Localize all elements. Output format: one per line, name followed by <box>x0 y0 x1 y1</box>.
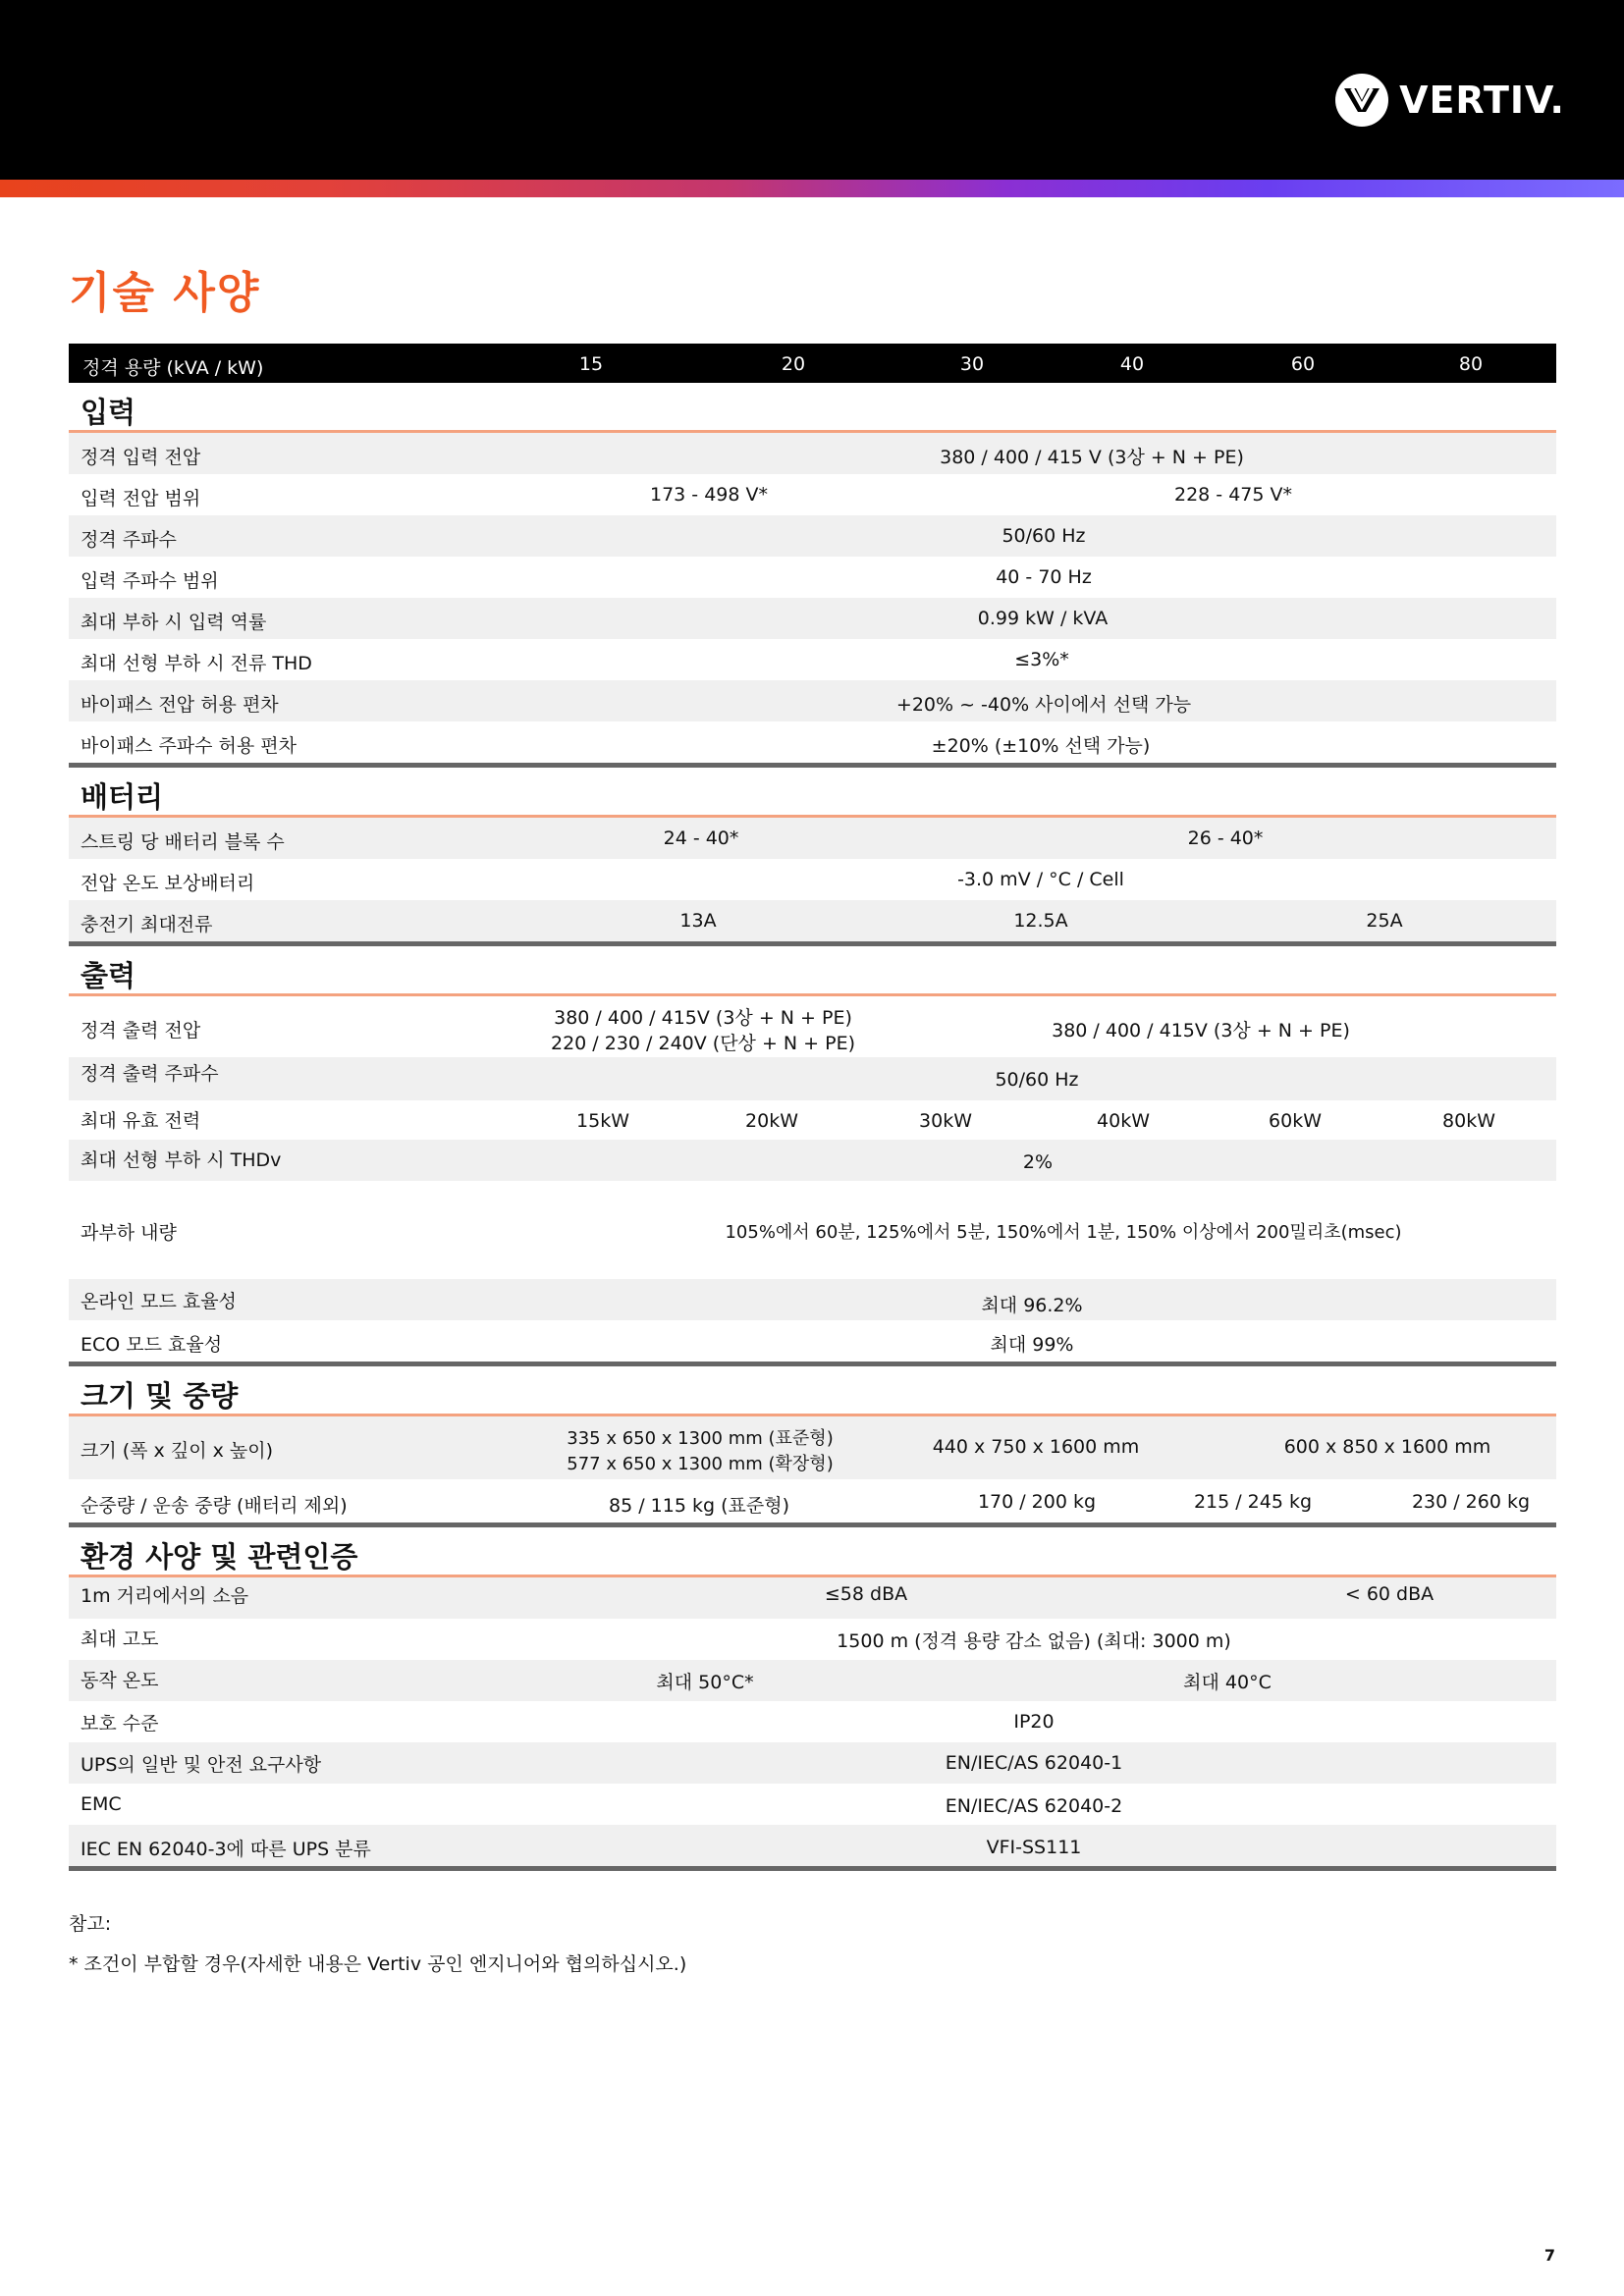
row-label: EMC <box>81 1793 122 1815</box>
table-row <box>69 1660 1556 1701</box>
row-value: 215 / 245 kg <box>1193 1491 1313 1513</box>
row-value: 30kW <box>919 1110 972 1132</box>
row-label: 1m 거리에서의 소음 <box>81 1585 249 1607</box>
row-value: 최대 40°C <box>1183 1672 1272 1693</box>
spec-table <box>69 344 1556 1871</box>
row-value: 60kW <box>1269 1110 1322 1132</box>
row-value: 13A <box>679 910 717 932</box>
row-value: 26 - 40* <box>1187 828 1264 849</box>
row-value: 15kW <box>576 1110 629 1132</box>
row-value: 40 - 70 Hz <box>996 566 1092 588</box>
row-value: VFI-SS111 <box>986 1837 1082 1858</box>
row-label: 동작 온도 <box>81 1670 159 1691</box>
section-environment <box>69 1522 1556 1577</box>
gradient-stripe <box>0 180 1624 197</box>
row-value: < 60 dBA <box>1344 1583 1435 1605</box>
row-value: 20kW <box>745 1110 798 1132</box>
row-label: 과부하 내량 <box>81 1222 177 1244</box>
row-value: 0.99 kW / kVA <box>977 608 1109 629</box>
row-value: 1500 m (정격 용량 감소 없음) (최대: 3000 m) <box>837 1630 1231 1652</box>
table-row <box>69 1181 1556 1279</box>
row-value: 228 - 475 V* <box>1173 484 1293 506</box>
table-row <box>69 515 1556 557</box>
row-value: 최대 96.2% <box>981 1295 1083 1316</box>
section-title: 입력 <box>81 396 136 429</box>
table-row <box>69 721 1556 763</box>
row-value: 50/60 Hz <box>995 1069 1079 1091</box>
row-value: 24 - 40* <box>663 828 739 849</box>
row-value: 최대 99% <box>990 1334 1074 1356</box>
row-label: 최대 유효 전력 <box>81 1110 201 1132</box>
row-label: 입력 전압 범위 <box>81 488 201 509</box>
vertiv-logo <box>1334 73 1565 128</box>
row-value: 25A <box>1366 910 1403 932</box>
row-value: 380 / 400 / 415 V (3상 + N + PE) <box>940 447 1244 468</box>
row-label: 최대 부하 시 입력 역률 <box>81 612 267 633</box>
table-row <box>69 859 1556 900</box>
table-row <box>69 818 1556 859</box>
section-output <box>69 941 1556 996</box>
row-value: ≤3%* <box>1014 649 1069 670</box>
section-input <box>69 383 1556 433</box>
row-value: ≤58 dBA <box>824 1583 908 1605</box>
row-value: 12.5A <box>1013 910 1068 932</box>
row-label: 바이패스 전압 허용 편차 <box>81 694 279 716</box>
notes <box>69 1909 686 1990</box>
row-value: -3.0 mV / °C / Cell <box>957 869 1124 890</box>
row-label: 바이패스 주파수 허용 편차 <box>81 735 298 757</box>
row-label: 최대 선형 부하 시 THDv <box>81 1149 282 1171</box>
table-row <box>69 1416 1556 1479</box>
row-label: 정격 입력 전압 <box>81 447 201 468</box>
page-title: 기술 사양 <box>69 268 261 318</box>
row-value: 105%에서 60분, 125%에서 5분, 150%에서 1분, 150% 이상에서 200밀리초(msec) <box>725 1222 1402 1243</box>
table-row <box>69 1279 1556 1320</box>
header-col-15: 15 <box>578 353 604 375</box>
row-label: 전압 온도 보상배터리 <box>81 873 255 894</box>
row-label: 크기 (폭 x 깊이 x 높이) <box>81 1440 273 1462</box>
row-value: 40kW <box>1097 1110 1150 1132</box>
header-col-40: 40 <box>1119 353 1145 375</box>
row-value: 335 x 650 x 1300 mm (표준형) <box>567 1428 834 1449</box>
row-value: 170 / 200 kg <box>977 1491 1097 1513</box>
section-battery <box>69 763 1556 818</box>
row-label: UPS의 일반 및 안전 요구사항 <box>81 1754 322 1776</box>
table-row <box>69 557 1556 598</box>
table-row <box>69 680 1556 721</box>
table-row <box>69 1701 1556 1742</box>
table-row <box>69 1100 1556 1140</box>
table-row <box>69 1784 1556 1825</box>
section-title: 크기 및 중량 <box>81 1379 239 1413</box>
section-title: 환경 사양 및 관련인증 <box>81 1540 358 1574</box>
row-value: ±20% (±10% 선택 가능) <box>931 735 1151 757</box>
row-label: 정격 출력 전압 <box>81 1020 201 1041</box>
row-value: 2% <box>1022 1151 1054 1173</box>
row-label: 보호 수준 <box>81 1713 159 1735</box>
row-value: 173 - 498 V* <box>649 484 769 506</box>
table-row <box>69 639 1556 680</box>
row-label: 온라인 모드 효율성 <box>81 1291 237 1312</box>
row-label: 충전기 최대전류 <box>81 914 213 935</box>
row-label: 정격 출력 주파수 <box>81 1063 219 1085</box>
row-value: 600 x 850 x 1600 mm <box>1283 1436 1491 1458</box>
section-size-weight <box>69 1362 1556 1416</box>
row-label: IEC EN 62040-3에 따른 UPS 분류 <box>81 1839 371 1860</box>
row-value: 577 x 650 x 1300 mm (확장형) <box>567 1454 834 1474</box>
row-value: EN/IEC/AS 62040-2 <box>945 1795 1123 1817</box>
row-value: 220 / 230 / 240V (단상 + N + PE) <box>550 1033 856 1054</box>
row-value: 50/60 Hz <box>1001 525 1086 547</box>
table-header <box>69 344 1556 383</box>
table-row <box>69 996 1556 1057</box>
row-value: 85 / 115 kg (표준형) <box>609 1495 789 1517</box>
row-value: EN/IEC/AS 62040-1 <box>945 1752 1123 1774</box>
table-row <box>69 474 1556 515</box>
header-col-80: 80 <box>1458 353 1484 375</box>
vertiv-mark-icon <box>1334 73 1389 128</box>
header-col-30: 30 <box>959 353 985 375</box>
row-value: +20% ~ -40% 사이에서 선택 가능 <box>895 694 1192 716</box>
table-row <box>69 1742 1556 1784</box>
table-row <box>69 1577 1556 1619</box>
row-value: 380 / 400 / 415V (3상 + N + PE) <box>554 1007 852 1029</box>
table-row <box>69 1479 1556 1522</box>
row-value: 230 / 260 kg <box>1411 1491 1531 1513</box>
row-label: 정격 주파수 <box>81 529 177 551</box>
row-value: IP20 <box>1013 1711 1055 1733</box>
row-label: 최대 선형 부하 시 전류 THD <box>81 653 312 674</box>
notes-title: 참고: <box>69 1913 112 1935</box>
table-row <box>69 900 1556 941</box>
notes-line: * 조건이 부합할 경우(자세한 내용은 Vertiv 공인 엔지니어와 협의하십시오.) <box>69 1953 687 1975</box>
row-value: 최대 50°C* <box>656 1672 754 1693</box>
logo-text: VERTIV. <box>1399 79 1565 122</box>
row-label: 스트링 당 배터리 블록 수 <box>81 831 285 853</box>
row-value: 440 x 750 x 1600 mm <box>932 1436 1140 1458</box>
table-row <box>69 433 1556 474</box>
table-row <box>69 1825 1556 1866</box>
table-row <box>69 598 1556 639</box>
header-label: 정격 용량 (kVA / kW) <box>82 357 264 379</box>
row-value: 80kW <box>1442 1110 1495 1132</box>
page-number: 7 <box>1543 2246 1555 2265</box>
row-value: 380 / 400 / 415V (3상 + N + PE) <box>1052 1020 1350 1041</box>
table-row <box>69 1057 1556 1100</box>
table-row <box>69 1619 1556 1660</box>
header-col-20: 20 <box>781 353 806 375</box>
section-title: 출력 <box>81 959 136 992</box>
row-label: 최대 고도 <box>81 1629 159 1650</box>
header-col-60: 60 <box>1290 353 1316 375</box>
table-bottom-rule <box>69 1866 1556 1871</box>
section-title: 배터리 <box>81 780 164 814</box>
row-label: 입력 주파수 범위 <box>81 570 219 592</box>
table-row <box>69 1320 1556 1362</box>
row-label: 순중량 / 운송 중량 (배터리 제외) <box>81 1495 348 1517</box>
table-row <box>69 1140 1556 1181</box>
row-label: ECO 모드 효율성 <box>81 1334 223 1356</box>
